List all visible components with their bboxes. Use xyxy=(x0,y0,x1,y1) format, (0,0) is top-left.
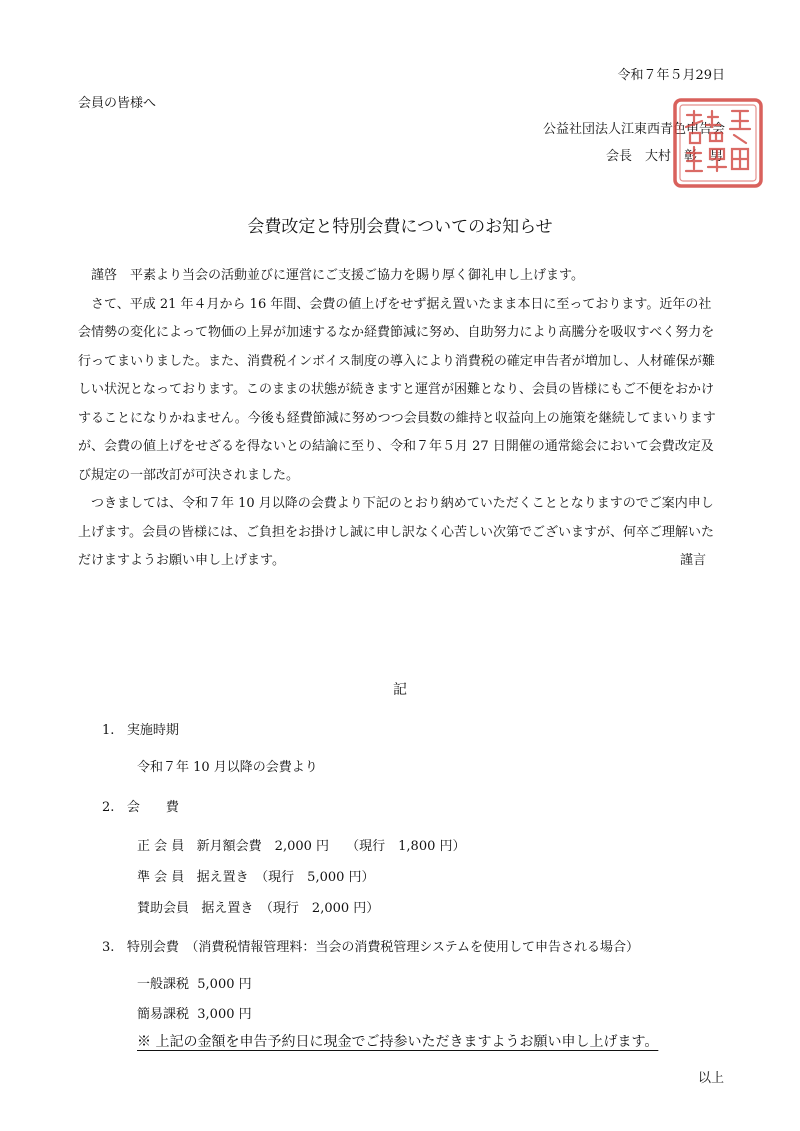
body-paragraph-1: さて、平成 21 年４月から 16 年間、会費の値上げをせず据え置いたまま本日に至っております。近年の社会情勢の変化によって物価の上昇が加速するなか経費節減に努め、自助努力により高騰分を吸収すべく努力を行ってまいりました。また、消費税インボイス制度の導入により消費税の確定申告者が増加し、人材確保が難しい状況となっております。このままの状態が続きますと運営が困難となり、会員の皆様にもご不便をおかけすることになりかねません。今後も経費節減に努めつつ会員数の維持と収益向上の施策を継続してまいりますが、会費の値上げをせざるを得ないとの結論に至り、令和７年５月 27 日開催の通常総会において会費改定及び規定の一部改訂が可決されました。 xyxy=(78,296,716,483)
fee-category: 賛助会員 xyxy=(137,901,190,916)
document-date: 令和７年５月29日 xyxy=(617,68,725,83)
greeting-paragraph: 謹啓 平素より当会の活動並びに運営にご支援ご協力を賜り厚く御礼申し上げます。 xyxy=(91,268,584,283)
section-1-heading xyxy=(102,719,179,738)
special-fee-category: 簡易課税 xyxy=(137,1007,190,1022)
body-paragraph-2 xyxy=(78,490,724,576)
fee-detail: 新月額会費 2,000 円 （現行 1,800 円） xyxy=(196,839,466,854)
payment-notice: ※ 上記の金額を申告予約日に現金でご持参いただきますようお願い申し上げます。 xyxy=(137,1034,659,1050)
fee-detail: 据え置き （現行 5,000 円） xyxy=(196,870,375,885)
special-fee-row xyxy=(137,973,252,992)
section-2-title: 会 費 xyxy=(126,800,179,815)
fee-category: 準 会 員 xyxy=(137,870,185,885)
special-fee-amount: 3,000 円 xyxy=(197,1007,252,1022)
special-fee-row xyxy=(137,1003,252,1022)
closing-word: 謹言 xyxy=(679,553,706,568)
closing-ijo: 以上 xyxy=(697,1071,724,1086)
special-fee-amount: 5,000 円 xyxy=(197,977,252,992)
addressee: 会員の皆様へ xyxy=(78,96,157,111)
official-seal-stamp xyxy=(672,97,764,189)
fee-row xyxy=(137,897,379,916)
fee-category: 正 会 員 xyxy=(137,839,185,854)
fee-row xyxy=(137,866,375,885)
section-3-heading xyxy=(102,936,639,955)
fee-row xyxy=(137,835,466,854)
organization-name: 公益社団法人江東西青色申告会 xyxy=(542,122,725,137)
ki-heading: 記 xyxy=(393,682,407,698)
section-3-title: 特別会費 （消費税情報管理料：当会の消費税管理システムを使用して申告される場合） xyxy=(126,940,640,955)
section-1-title: 実施時期 xyxy=(126,723,179,738)
section-1-content: 令和７年 10 月以降の会費より xyxy=(137,760,318,775)
section-1-number: 1. xyxy=(102,723,115,738)
president-name: 会長 大村 彰 男 xyxy=(605,149,723,164)
special-fee-category: 一般課税 xyxy=(137,977,190,992)
document-title: 会費改定と特別会費についてのお知らせ xyxy=(247,217,553,237)
section-2-number: 2. xyxy=(102,800,115,815)
fee-detail: 据え置き （現行 2,000 円） xyxy=(201,901,380,916)
section-3-number: 3. xyxy=(102,940,115,955)
letter-body xyxy=(78,262,724,576)
body-paragraph-2-text: つきましては、令和７年 10 月以降の会費より下記のとおり納めていただくこととなりますのでご案内申し上げます。会員の皆様には、ご負担をお掛けし誠に申し訳なく心苦しい次第でございますが、何卒ご理解いただけますようお願い申し上げます。 xyxy=(78,496,714,568)
section-2-heading xyxy=(102,796,179,815)
